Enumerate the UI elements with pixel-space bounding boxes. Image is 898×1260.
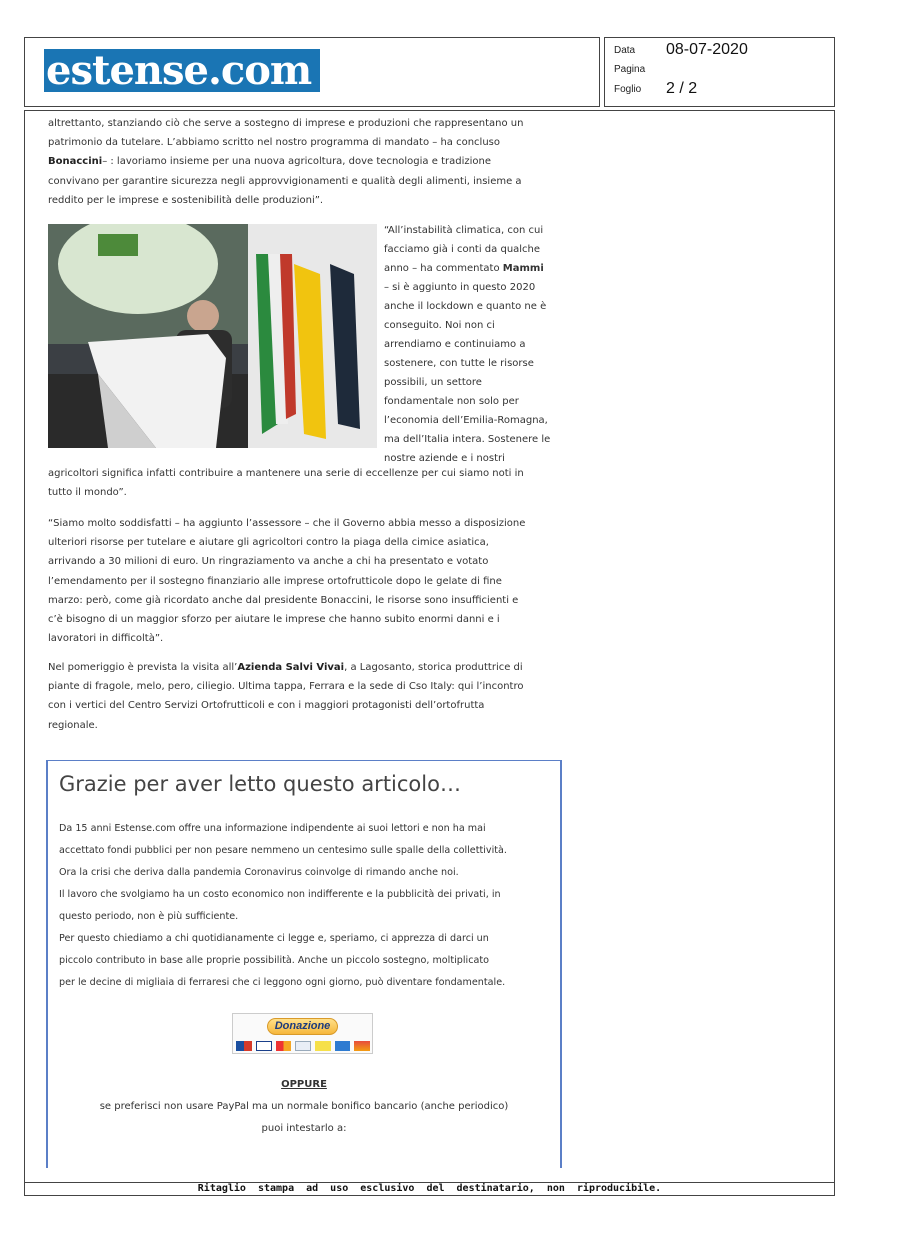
bank-transfer-line: se preferisci non usare PayPal ma un normale bonifico bancario (anche periodico) (99, 1101, 509, 1112)
speaker-at-podium-image (48, 224, 377, 448)
wrap-line: possibili, un settore (384, 377, 482, 388)
sheet-label: Foglio (614, 84, 642, 95)
maestro-icon (236, 1041, 252, 1051)
article-line: ulteriori risorse per tutelare e aiutare gli agricoltori contro la piaga della cimice asiatica, (48, 537, 489, 549)
donation-line: per le decine di migliaia di ferraresi che ci leggono ogni giorno, può diventare fondamentale. (59, 977, 506, 988)
wrap-line: nostre aziende e i nostri (384, 453, 505, 464)
article-line: “Siamo molto soddisfatti – ha aggiunto l’assessore – che il Governo abbia messo a disposizione (48, 518, 526, 529)
donation-line: questo periodo, non è più sufficiente. (59, 911, 239, 922)
paypal-donate-widget[interactable] (232, 1013, 373, 1054)
postepay-icon (315, 1041, 331, 1051)
wrap-line: arrendiamo e continuiamo a (384, 339, 526, 350)
amex-icon (335, 1041, 351, 1051)
wrap-line: fondamentale non solo per (384, 396, 519, 407)
wrap-line: facciamo già i conti da qualche (384, 244, 541, 255)
intro-line: altrettanto, stanziando ciò che serve a sostegno di imprese e produzioni che rappresentano un (48, 118, 524, 129)
paypal-icon (295, 1041, 311, 1051)
donation-line: Ora la crisi che deriva dalla pandemia Coronavirus coinvolge di rimando anche noi. (59, 867, 459, 878)
wrap-line: conseguito. Noi non ci (384, 320, 495, 331)
donation-body (59, 818, 554, 994)
article-paragraph-3 (48, 514, 558, 648)
wrap-line: “All’instabilità climatica, con cui (384, 225, 544, 236)
clipping-footer-notice: Ritaglio stampa ad uso esclusivo del destinatario, non riproducibile. (24, 1182, 835, 1196)
article-line: lavoratori in difficoltà”. (48, 633, 164, 645)
article-paragraph-4 (48, 658, 558, 735)
article-line: c’è bisogno di un maggior sforzo per aiutare le imprese che hanno subito enormi danni e i (48, 614, 500, 626)
mastercard-icon (276, 1041, 292, 1051)
estense-logo: estense.com (44, 49, 320, 92)
article-line: l’emendamento per il sostegno finanziario alle imprese ortofrutticole dopo le gelate di fine (48, 575, 502, 587)
article-line: arrivando a 30 milioni di euro. Un ringraziamento va anche a chi ha presentato e votato (48, 556, 489, 568)
donation-title: Grazie per aver letto questo articolo… (59, 772, 461, 796)
donation-line: Da 15 anni Estense.com offre una informazione indipendente ai suoi lettori e non ha mai (59, 823, 486, 834)
article-wrap-text (384, 221, 562, 468)
donation-line: piccolo contributo in base alle proprie possibilità. Anche un piccolo sostegno, moltiplicato (59, 955, 489, 966)
article-line: Nel pomeriggio è prevista la visita all’Azienda Salvi Vivai, a Lagosanto, storica produttrice di (48, 662, 523, 673)
article-line: con i vertici del Centro Servizi Ortofrutticoli e con i maggiori protagonisti dell’ortofrutta (48, 700, 485, 712)
paypal-donate-button[interactable]: Donazione (267, 1018, 338, 1035)
or-label: OPPURE (281, 1079, 327, 1090)
donation-line: accettato fondi pubblici per non pesare nemmeno un centesimo sulle spalle della collettività. (59, 845, 507, 856)
wrap-line: anno – ha commentato Mammi (384, 263, 544, 274)
visa-icon (256, 1041, 272, 1051)
article-intro (48, 114, 558, 210)
wrap-line: ma dell’Italia intera. Sostenere le (384, 434, 551, 445)
intro-line: convivano per garantire sicurezza negli approvvigionamenti e qualità degli alimenti, insieme a (48, 175, 522, 187)
intro-line: Bonaccini– : lavoriamo insieme per una nuova agricoltura, dove tecnologia e tradizione (48, 156, 491, 168)
bank-transfer-line: puoi intestarlo a: (261, 1123, 347, 1134)
donation-line: Per questo chiediamo a chi quotidianamente ci legge e, speriamo, ci apprezza di darci un (59, 933, 489, 944)
wrap-line: sostenere, con tutte le risorse (384, 358, 534, 369)
wrap-line: anche il lockdown e quanto ne è (384, 301, 547, 312)
date-value: 08-07-2020 (666, 41, 748, 58)
intro-line: patrimonio da tutelare. L’abbiamo scritto nel nostro programma di mandato – ha concluso (48, 137, 500, 149)
article-line: tutto il mondo”. (48, 487, 127, 499)
intro-line: reddito per le imprese e sostenibilità delle produzioni”. (48, 194, 324, 206)
article-line: agricoltori significa infatti contribuire a mantenere una serie di eccellenze per cui siamo noti in (48, 468, 524, 479)
date-label: Data (614, 45, 636, 56)
article-line: marzo: però, come già ricordato anche dal presidente Bonaccini, le risorse sono insufficienti e (48, 594, 519, 606)
page-label: Pagina (614, 64, 646, 75)
card-icons-row (236, 1041, 370, 1051)
wrap-line: l’economia dell’Emilia-Romagna, (384, 415, 548, 426)
article-line: regionale. (48, 719, 98, 731)
sheet-value: 2 / 2 (666, 80, 698, 97)
card-icon (354, 1041, 370, 1051)
donation-line: Il lavoro che svolgiamo ha un costo economico non indifferente e la pubblicità dei privati, in (59, 889, 501, 900)
article-line: piante di fragole, melo, pero, ciliegio. Ultima tappa, Ferrara e la sede di Cso Italy: qui l’incontro (48, 681, 524, 693)
wrap-line: – si è aggiunto in questo 2020 (384, 282, 536, 293)
article-photo (48, 224, 377, 448)
article-after-wrap (48, 464, 558, 502)
